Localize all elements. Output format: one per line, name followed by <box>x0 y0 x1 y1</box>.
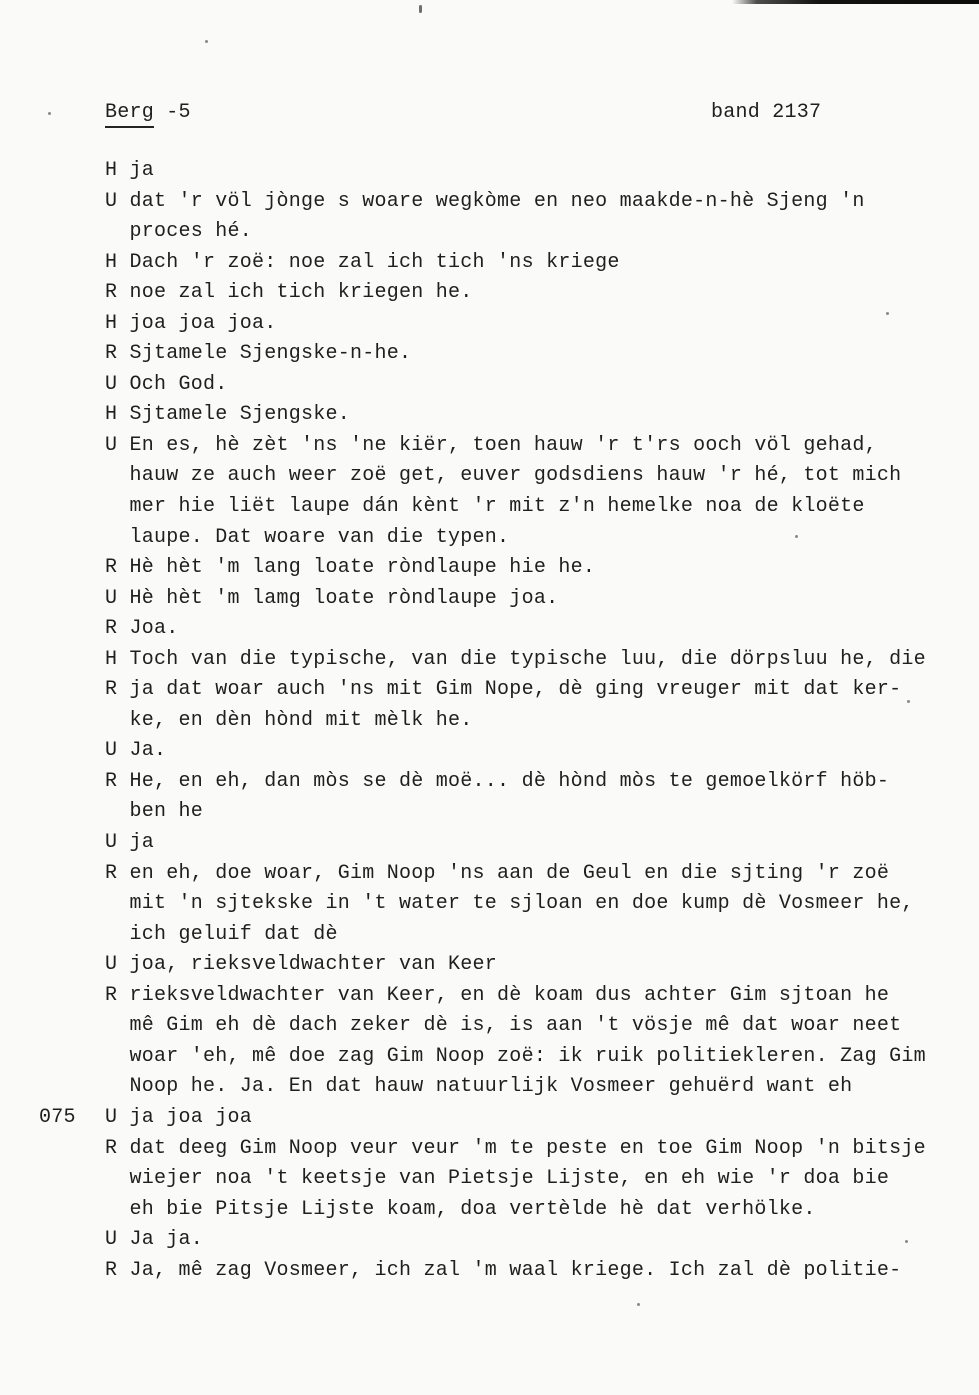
document-title <box>105 101 191 124</box>
line-text: hauw ze auch weer zoë get, euver godsdiens hauw 'r hé, tot mich <box>129 464 902 488</box>
line-text: Sjtamele Sjengske. <box>129 403 351 427</box>
line-text: eh bie Pitsje Lijste koam, doa vertèlde hè dat verhölke. <box>129 1197 816 1221</box>
speaker-label: R <box>105 617 118 641</box>
transcript-line <box>0 981 979 1012</box>
speaker-label: U <box>105 586 118 610</box>
margin-number <box>0 1011 105 1042</box>
margin-number <box>0 950 105 981</box>
margin-number <box>0 156 105 187</box>
line-text: ja <box>129 831 155 855</box>
line-text: noe zal ich tich kriegen he. <box>129 281 473 305</box>
speaker-label: U <box>105 739 118 763</box>
speaker-label <box>105 889 130 920</box>
transcript-line <box>0 614 979 645</box>
transcript-line <box>0 1011 979 1042</box>
speaker-label <box>105 1164 130 1195</box>
transcript-line <box>0 187 979 218</box>
speaker-label <box>105 217 130 248</box>
line-text: ich geluif dat dè <box>129 922 338 946</box>
margin-number <box>0 706 105 737</box>
transcript-line <box>0 156 979 187</box>
line-text: mer hie liët laupe dán kènt 'r mit z'n hemelke noa de kloëte <box>129 495 865 519</box>
margin-number <box>0 859 105 890</box>
speaker-label: U <box>105 953 118 977</box>
margin-number <box>0 309 105 340</box>
margin-number <box>0 1134 105 1165</box>
margin-number <box>0 492 105 523</box>
margin-number <box>0 1072 105 1103</box>
speaker-label: H <box>105 250 118 274</box>
speaker-label: U <box>105 372 118 396</box>
line-text: Ja ja. <box>129 1228 204 1252</box>
margin-number <box>0 675 105 706</box>
line-text: proces hé. <box>129 220 253 244</box>
speaker-label <box>105 523 130 554</box>
transcript-line <box>0 309 979 340</box>
transcript-line <box>0 1134 979 1165</box>
line-text: Noop he. Ja. En dat hauw natuurlijk Vosmeer gehuërd want eh <box>129 1075 853 1099</box>
line-text: rieksveldwachter van Keer, en dè koam dus achter Gim sjtoan he <box>129 983 890 1007</box>
transcript-line <box>0 950 979 981</box>
line-text: En es, hè zèt 'ns 'ne kiër, toen hauw 'r t'rs ooch völ gehad, <box>129 433 877 457</box>
margin-number <box>0 431 105 462</box>
speaker-label <box>105 797 130 828</box>
transcript-line <box>0 675 979 706</box>
margin-number <box>0 1225 105 1256</box>
transcript-line <box>0 889 979 920</box>
line-text: Toch van die typische, van die typische luu, die dörpsluu he, die <box>129 647 926 671</box>
margin-number <box>0 797 105 828</box>
line-text: laupe. Dat woare van die typen. <box>129 525 510 549</box>
transcript-line <box>0 859 979 890</box>
speaker-label <box>105 461 130 492</box>
margin-number <box>0 187 105 218</box>
margin-number <box>0 461 105 492</box>
speaker-label: H <box>105 403 118 427</box>
scan-edge-artifact <box>732 0 979 4</box>
transcript-line <box>0 431 979 462</box>
line-text: He, en eh, dan mòs se dè moë... dè hònd mòs te gemoelkörf höb- <box>129 769 890 793</box>
margin-number <box>0 981 105 1012</box>
speaker-label <box>105 706 130 737</box>
margin-number <box>0 1042 105 1073</box>
line-text: joa joa joa. <box>129 311 277 335</box>
speaker-label: R <box>105 678 118 702</box>
line-text: Hè hèt 'm lang loate ròndlaupe hie he. <box>129 556 596 580</box>
transcript-line <box>0 706 979 737</box>
margin-number <box>0 828 105 859</box>
line-text: dat 'r völ jònge s woare wegkòme en neo maakde-n-hè Sjeng 'n <box>129 189 865 213</box>
line-text: joa, rieksveldwachter van Keer <box>129 953 498 977</box>
transcript-line <box>0 492 979 523</box>
transcript-line <box>0 1103 979 1134</box>
transcript-line <box>0 370 979 401</box>
transcript-line <box>0 1042 979 1073</box>
transcript-line <box>0 523 979 554</box>
scan-speck <box>419 5 422 13</box>
margin-number <box>0 1195 105 1226</box>
transcript-line <box>0 920 979 951</box>
transcript-line <box>0 1164 979 1195</box>
speaker-label: U <box>105 433 118 457</box>
transcript-line <box>0 1072 979 1103</box>
margin-number <box>0 339 105 370</box>
speaker-label <box>105 492 130 523</box>
line-text: ben he <box>129 800 204 824</box>
margin-number <box>0 614 105 645</box>
speaker-label <box>105 920 130 951</box>
transcript-line <box>0 645 979 676</box>
line-text: Och God. <box>129 372 228 396</box>
margin-number <box>0 248 105 279</box>
transcript-line <box>0 1225 979 1256</box>
line-text: ja dat woar auch 'ns mit Gim Nope, dè ging vreuger mit dat ker- <box>129 678 902 702</box>
margin-number: 075 <box>39 1105 76 1129</box>
speaker-label: R <box>105 342 118 366</box>
line-text: mê Gim eh dè dach zeker dè is, is aan 't vösje mê dat woar neet <box>129 1014 902 1038</box>
speaker-label: R <box>105 1136 118 1160</box>
margin-number <box>0 217 105 248</box>
line-text: woar 'eh, mê doe zag Gim Noop zoë: ik ruik politiekleren. Zag Gim <box>129 1044 926 1068</box>
line-text: dat deeg Gim Noop veur veur 'm te peste en toe Gim Noop 'n bitsje <box>129 1136 926 1160</box>
document-title-name: Berg <box>105 101 154 128</box>
margin-number <box>0 645 105 676</box>
scan-speck <box>637 1303 640 1306</box>
speaker-label: R <box>105 281 118 305</box>
transcript-line <box>0 339 979 370</box>
margin-number <box>0 1256 105 1287</box>
transcript-line <box>0 553 979 584</box>
speaker-label: H <box>105 311 118 335</box>
line-text: ja joa joa <box>129 1105 253 1129</box>
margin-number <box>0 767 105 798</box>
line-text: Dach 'r zoë: noe zal ich tich 'ns kriege <box>129 250 620 274</box>
line-text: wiejer noa 't keetsje van Pietsje Lijste, en eh wie 'r doa bie <box>129 1167 890 1191</box>
margin-number <box>0 370 105 401</box>
transcript-line <box>0 797 979 828</box>
line-text: Joa. <box>129 617 179 641</box>
speaker-label: R <box>105 769 118 793</box>
transcript-line <box>0 828 979 859</box>
transcript-line <box>0 248 979 279</box>
speaker-label <box>105 1195 130 1226</box>
transcript-line <box>0 767 979 798</box>
speaker-label <box>105 1072 130 1103</box>
line-text: Sjtamele Sjengske-n-he. <box>129 342 412 366</box>
speaker-label: H <box>105 647 118 671</box>
line-text: Hè hèt 'm lamg loate ròndlaupe joa. <box>129 586 559 610</box>
line-text: en eh, doe woar, Gim Noop 'ns aan de Geul en die sjting 'r zoë <box>129 861 890 885</box>
line-text: Ja, mê zag Vosmeer, ich zal 'm waal kriege. Ich zal dè politie- <box>129 1258 902 1282</box>
speaker-label: U <box>105 831 118 855</box>
transcript-line <box>0 736 979 767</box>
line-text: ja <box>129 159 155 182</box>
transcript <box>0 156 979 1286</box>
line-text: mit 'n sjtekske in 't water te sjloan en doe kump dè Vosmeer he, <box>129 892 914 916</box>
transcript-line <box>0 278 979 309</box>
document-title-number: -5 <box>154 101 191 124</box>
margin-number <box>0 889 105 920</box>
speaker-label: R <box>105 1258 118 1282</box>
speaker-label <box>105 1011 130 1042</box>
speaker-label: R <box>105 861 118 885</box>
speaker-label: U <box>105 1105 118 1129</box>
speaker-label: U <box>105 1228 118 1252</box>
margin-number <box>0 584 105 615</box>
speaker-label: R <box>105 983 118 1007</box>
line-text: ke, en dèn hònd mit mèlk he. <box>129 708 473 732</box>
scan-speck <box>48 112 51 115</box>
transcript-line <box>0 1195 979 1226</box>
transcript-line <box>0 584 979 615</box>
tape-band-label: band 2137 <box>711 101 822 124</box>
transcript-line <box>0 217 979 248</box>
margin-number <box>0 553 105 584</box>
margin-number <box>0 736 105 767</box>
margin-number <box>0 523 105 554</box>
margin-number <box>0 920 105 951</box>
transcript-line <box>0 461 979 492</box>
margin-number <box>0 400 105 431</box>
scan-speck <box>205 40 208 43</box>
margin-number <box>0 1164 105 1195</box>
margin-number <box>0 278 105 309</box>
line-text: Ja. <box>129 739 167 763</box>
transcript-line <box>0 1256 979 1287</box>
speaker-label: R <box>105 556 118 580</box>
speaker-label: U <box>105 189 118 213</box>
speaker-label <box>105 1042 130 1073</box>
transcript-line <box>0 400 979 431</box>
speaker-label: H <box>105 159 118 182</box>
